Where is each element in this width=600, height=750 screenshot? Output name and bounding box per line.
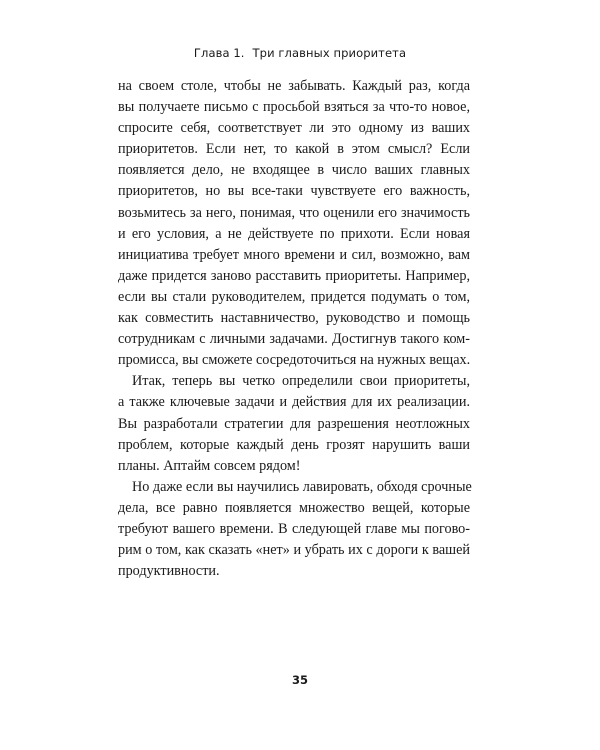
paragraph [118, 477, 470, 582]
text-line: Итак, теперь вы четко определили свои приоритеты, [132, 373, 470, 390]
text-line: инициатива требует много времени и сил, возможно, вам [118, 246, 470, 263]
text-line: Но даже если вы научились лавировать, обходя срочные [132, 478, 472, 495]
text-line: даже придется заново расставить приоритеты. Например, [118, 267, 470, 284]
chapter-title: Три главных приоритета [252, 46, 407, 60]
text-line: появляется дело, не входящее в число ваших главных [118, 162, 470, 179]
text-line: приоритетов, но вы все-таки чувствуете его важность, [118, 183, 470, 200]
text-line: если вы стали руководителем, придется подумать о том, [118, 288, 470, 305]
text-line: как совместить наставничество, руководство и помощь [118, 310, 470, 327]
page-number: 35 [291, 673, 308, 687]
paragraph [118, 76, 470, 371]
text-line: требуют вашего времени. В следующей главе мы погово- [118, 520, 470, 537]
text-line: а также ключевые задачи и действия для их реализации. [118, 394, 470, 411]
text-line: Вы разработали стратегии для разрешения неотложных [118, 415, 470, 432]
text-line: рим о том, как сказать «нет» и убрать их с дороги к вашей [118, 542, 470, 559]
text-line: сотрудникам с личными задачами. Достигнув такого ком- [118, 331, 470, 348]
text-line: приоритетов. Если нет, то какой в этом смысл? Если [118, 141, 470, 158]
text-line: дела, все равно появляется множество вещей, которые [118, 499, 470, 516]
text-line: и его условия, а не действуете по прихоти. Если новая [118, 225, 470, 242]
text-line: спросите себя, соответствует ли это одному из ваших [118, 120, 470, 137]
running-header [0, 46, 600, 60]
text-line: на своем столе, чтобы не забывать. Каждый раз, когда [118, 78, 470, 94]
body-text [118, 76, 470, 582]
text-line: проблем, которые каждый день грозят нарушить ваши [118, 436, 470, 453]
text-line: продуктивности. [118, 563, 220, 580]
text-line: возьмитесь за него, понимая, что оценили его значимость [118, 204, 470, 221]
text-line: планы. Аптайм совсем рядом! [118, 457, 301, 474]
text-line: вы получаете письмо с просьбой взяться за что-то новое, [118, 99, 470, 116]
paragraph [118, 371, 470, 476]
text-line: промисса, вы сможете сосредоточиться на нужных вещах. [118, 352, 471, 369]
chapter-label: Глава 1. [193, 46, 245, 60]
